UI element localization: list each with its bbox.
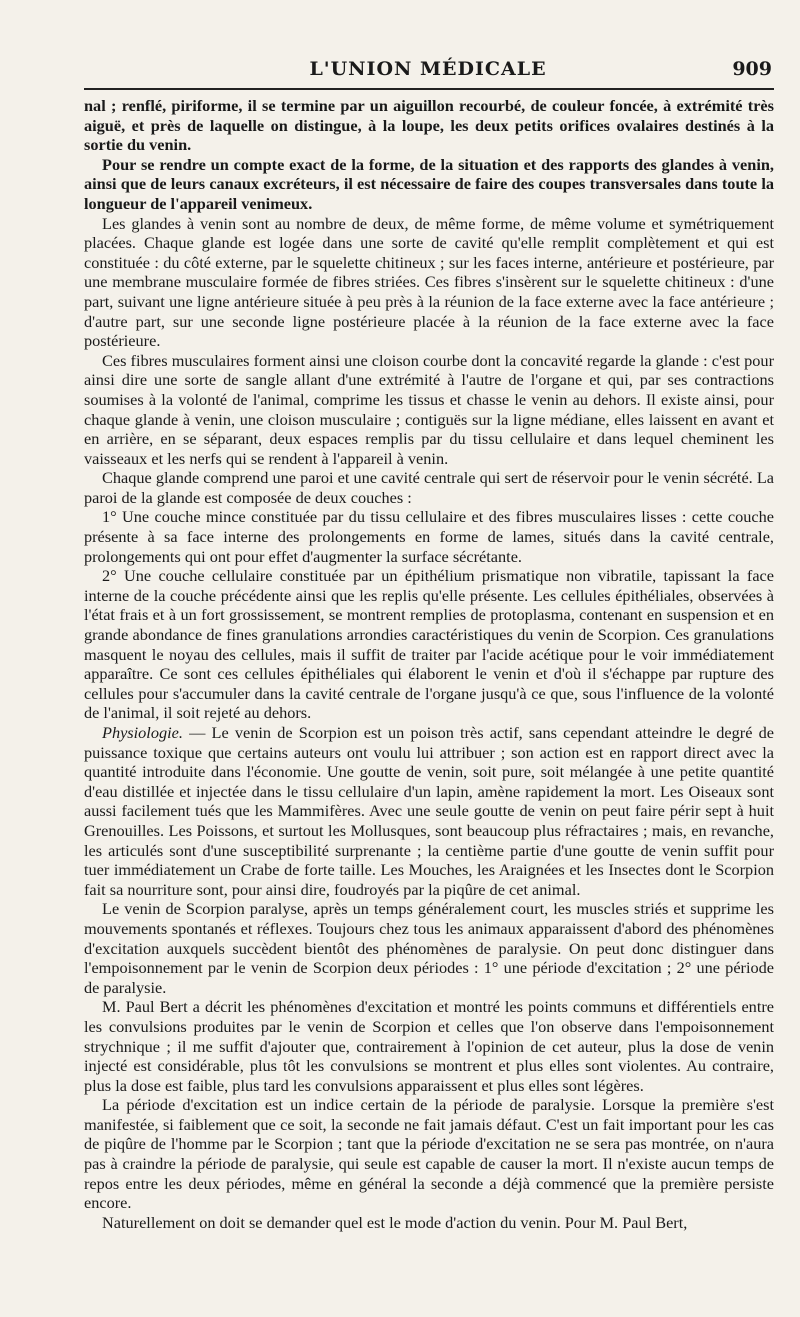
paragraph: Ces fibres musculaires forment ainsi une cloison courbe dont la concavité regarde la glande : c'est pour ainsi dire une sorte de sangle allant d'une extrémité à l'autre de l'organe et qui, par ses contractions soumises à la volonté de l'animal, comprime les tissus et chasse le venin au dehors. Il existe ainsi, pour chaque glande à venin, une cloison musculaire ; contiguës sur la ligne médiane, elles laissent en avant et en arrière, en se séparant, deux espaces remplis par du tissu cellulaire et dans lequel cheminent les vaisseaux et les nerfs qui se rendent à l'appareil à venin. (84, 350, 774, 468)
page-number: 909 (732, 58, 772, 80)
paragraph-text: — Le venin de Scorpion est un poison très actif, sans cependant atteindre le degré de puissance toxique que certains auteurs ont voulu lui attribuer ; son action est en rapport direct avec la quantité introduite dans l'économie. Une goutte de venin, soit pure, soit mélangée à une petite quantité d'eau distillée et injectée dans le tissu cellulaire d'un lapin, amène rapidement la mort. Les Oiseaux sont aussi facilement tués que les Mammifères. Avec une seule goutte de venin on peut faire périr sept à huit Grenouilles. Les Poissons, et surtout les Mollusques, sont beaucoup plus réfractaires ; mais, en revanche, les articulés sont d'une susceptibilité surprenante ; la centième partie d'une goutte de venin suffit pour tuer immédiatement un Crabe de forte taille. Les Mouches, les Araignées et les Insectes dont le Scorpion fait sa nourriture sont, pour ainsi dire, foudroyés par la piqûre de cet animal. (84, 723, 774, 899)
paragraph: M. Paul Bert a décrit les phénomènes d'excitation et montré les points communs et différentiels entre les convulsions produites par le venin de Scorpion et celles que l'on observe dans l'empoisonnement strychnique ; il me suffit d'ajouter que, contrairement à l'opinion de cet auteur, plus la dose de venin injecté est considérable, plus tôt les convulsions se montrent et plus elles sont violentes. Au contraire, plus la dose est faible, plus tard les convulsions apparaissent et plus elles sont légères. (84, 997, 774, 1095)
header-rule (84, 88, 774, 90)
paragraph: 1° Une couche mince constituée par du tissu cellulaire et des fibres musculaires lisses : cette couche présente à sa face interne des prolongements en forme de lames, situés dans la cavité centrale, prolongements qui ont pour effet d'augmenter la surface sécrétante. (84, 507, 774, 566)
paragraph: Le venin de Scorpion paralyse, après un temps généralement court, les muscles striés et supprime les mouvements spontanés et réflexes. Toujours chez tous les animaux apparaissent d'abord des phénomènes d'excitation auxquels succèdent bientôt des phénomènes de paralysie. On peut donc distinguer dans l'empoisonnement par le venin de Scorpion deux périodes : 1° une période d'excitation ; 2° une période de paralysie. (84, 899, 774, 997)
section-lead: Physiologie. (102, 723, 183, 742)
paragraph: Naturellement on doit se demander quel est le mode d'action du venin. Pour M. Paul Bert, (102, 1212, 688, 1232)
paragraph-physiologie (84, 723, 774, 899)
paragraph: Pour se rendre un compte exact de la forme, de la situation et des rapports des glandes à venin, ainsi que de leurs canaux excréteurs, il est nécessaire de faire des coupes transversales dans toute la longueur de l'appareil venimeux. (84, 154, 774, 213)
running-title: L'UNION MÉDICALE (309, 58, 547, 80)
paragraph: Chaque glande comprend une paroi et une cavité centrale qui sert de réservoir pour le venin sécrété. La paroi de la glande est composée de deux couches : (84, 468, 774, 507)
paragraph: 2° Une couche cellulaire constituée par un épithélium prismatique non vibratile, tapissant la face interne de la couche précédente ainsi que les replis qu'elle présente. Les cellules épithéliales, observées à l'état frais et à un fort grossissement, se montrent remplies de protoplasma, contenant en suspension et en grande abondance de fines granulations arrondies caractéristiques du venin de Scorpion. Ces granulations masquent le noyau des cellules, mais il suffit de traiter par l'acide acétique pour le voir immédiatement apparaître. Ce sont ces cellules épithéliales qui élaborent le venin et d'où il s'échappe par rupture des cellules pour s'accumuler dans la cavité centrale de l'organe jusqu'à ce que, sous l'influence de la volonté de l'animal, il soit rejeté au dehors. (84, 566, 774, 723)
page-header (84, 58, 772, 84)
article-body (84, 96, 774, 1232)
paragraph: nal ; renflé, piriforme, il se termine par un aiguillon recourbé, de couleur foncée, à extrémité très aiguë, et près de laquelle on distingue, à la loupe, les deux petits orifices ovalaires destinés à la sortie du venin. (84, 96, 774, 155)
paragraph: Les glandes à venin sont au nombre de deux, de même forme, de même volume et symétriquement placées. Chaque glande est logée dans une sorte de cavité qu'elle remplit complètement et qui est constituée : du côté externe, par le squelette chitineux ; sur les faces interne, antérieure et postérieure, par une membrane musculaire formée de fibres striées. Ces fibres s'insèrent sur le squelette chitineux : d'une part, suivant une ligne antérieure située à peu près à la réunion de la face externe avec la face antérieure ; d'autre part, sur une seconde ligne postérieure placée à la réunion de la face externe avec la face postérieure. (84, 213, 774, 351)
paragraph: La période d'excitation est un indice certain de la période de paralysie. Lorsque la première s'est manifestée, si faiblement que ce soit, la seconde ne fait jamais défaut. C'est un fait important pour les cas de piqûre de l'homme par le Scorpion ; tant que la période d'excitation ne se sera pas montrée, on n'aura pas à craindre la période de paralysie, qui seule est capable de causer la mort. Il n'existe aucun temps de repos entre les deux périodes, même en général la seconde a déjà commencé que la première persiste encore. (84, 1095, 774, 1213)
